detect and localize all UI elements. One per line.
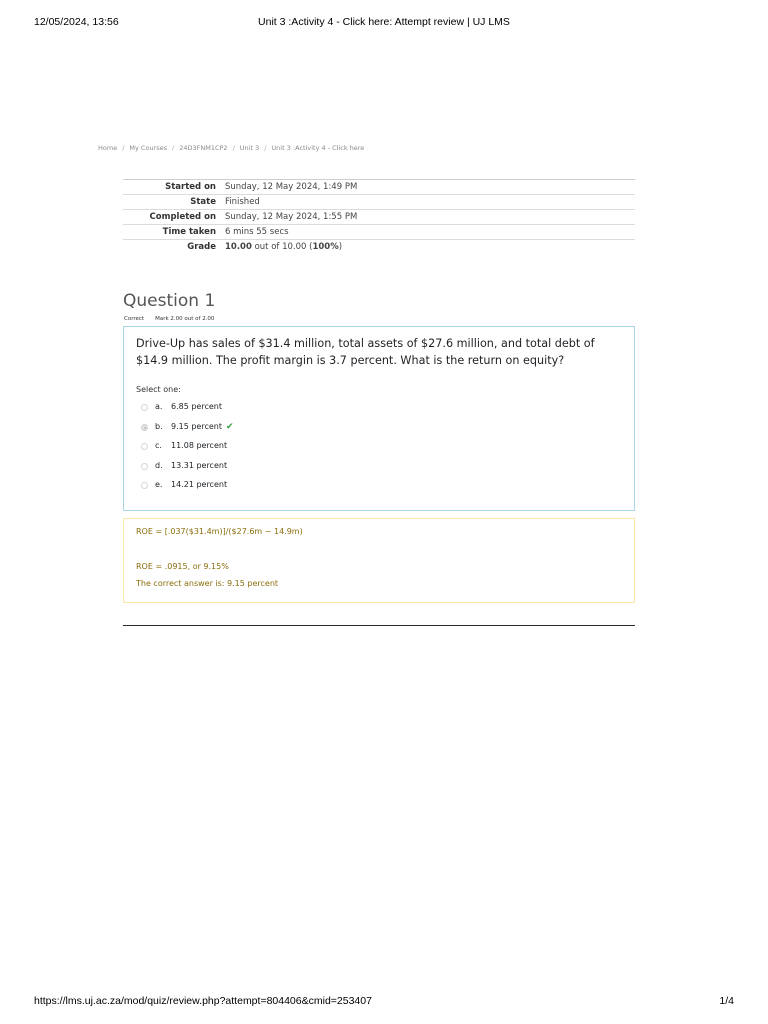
answer-text-wrap [171,422,234,432]
breadcrumb-home[interactable]: Home [98,144,118,152]
print-page-title: Unit 3 :Activity 4 - Click here: Attempt review | UJ LMS [258,16,510,28]
grade-label: Grade [123,240,225,255]
summary-row-started [123,180,635,195]
question-mark: Mark 2.00 out of 2.00 [155,316,215,322]
answer-text: 9.15 percent [171,421,222,431]
radio-button-selected[interactable] [141,424,148,431]
breadcrumb-course[interactable]: 24D3FNM1CP2 [179,144,228,152]
feedback-line: ROE = .0915, or 9.15% [136,562,229,571]
answer-text: 11.08 percent [171,441,228,451]
check-icon: ✔ [226,421,234,432]
question-text: Drive-Up has sales of $31.4 million, total assets of $27.6 million, and total debt of $14.9 million. The profit margin is 3.7 percent. What is the return on equity? [136,337,595,367]
summary-value: 6 mins 55 secs [225,225,635,240]
summary-value: Sunday, 12 May 2024, 1:55 PM [225,210,635,225]
answer-letter: a. [155,402,163,411]
grade-score: 10.00 [225,242,252,253]
breadcrumb-separator: / [122,144,125,152]
print-url: https://lms.uj.ac.za/mod/quiz/review.php?attempt=804406&cmid=253407 [34,995,372,1007]
summary-value: Sunday, 12 May 2024, 1:49 PM [225,180,635,195]
grade-percent: 100% [312,242,339,253]
answer-letter: c. [155,441,162,451]
grade-value [225,240,635,255]
answer-letter: d. [155,460,163,470]
summary-label: Time taken [123,225,225,240]
answer-letter: b. [155,421,163,431]
breadcrumb-activity[interactable]: Unit 3 :Activity 4 - Click here [271,144,365,152]
attempt-summary-table [123,179,635,255]
radio-button[interactable] [141,482,148,489]
grade-out-of: out of 10.00 ( [251,242,313,253]
feedback-line: ROE = [.037($31.4m)]/($27.6m − 14.9m) [136,527,303,536]
print-footer [34,995,734,1009]
summary-value: Finished [225,195,635,210]
summary-row-state [123,195,635,210]
answer-text: 14.21 percent [171,480,228,490]
summary-label: Completed on [123,210,225,225]
breadcrumb [98,144,364,152]
answer-text: 13.31 percent [171,460,228,470]
feedback-box [123,518,635,603]
radio-button[interactable] [141,404,148,411]
breadcrumb-separator: / [264,144,267,152]
divider [123,625,635,626]
breadcrumb-separator: / [172,144,175,152]
grade-close: ) [338,242,343,253]
summary-label: Started on [123,180,225,195]
summary-row-grade [123,240,635,255]
summary-label: State [123,195,225,210]
print-page-number: 1/4 [719,995,734,1007]
print-header [34,16,734,30]
question-status: Correct [124,316,145,322]
answer-prompt: Select one: [136,385,181,394]
summary-row-time-taken [123,225,635,240]
breadcrumb-my-courses[interactable]: My Courses [129,144,168,152]
print-datetime: 12/05/2024, 13:56 [34,16,119,28]
radio-button[interactable] [141,463,148,470]
correct-answer-text: The correct answer is: 9.15 percent [136,579,279,588]
radio-button[interactable] [141,443,148,450]
question-title: Question 1 [123,291,216,311]
question-info [124,316,214,322]
breadcrumb-unit[interactable]: Unit 3 [239,144,260,152]
summary-row-completed [123,210,635,225]
breadcrumb-separator: / [232,144,235,152]
answer-text: 6.85 percent [171,402,222,411]
answer-letter: e. [155,480,163,490]
question-box [123,326,635,511]
